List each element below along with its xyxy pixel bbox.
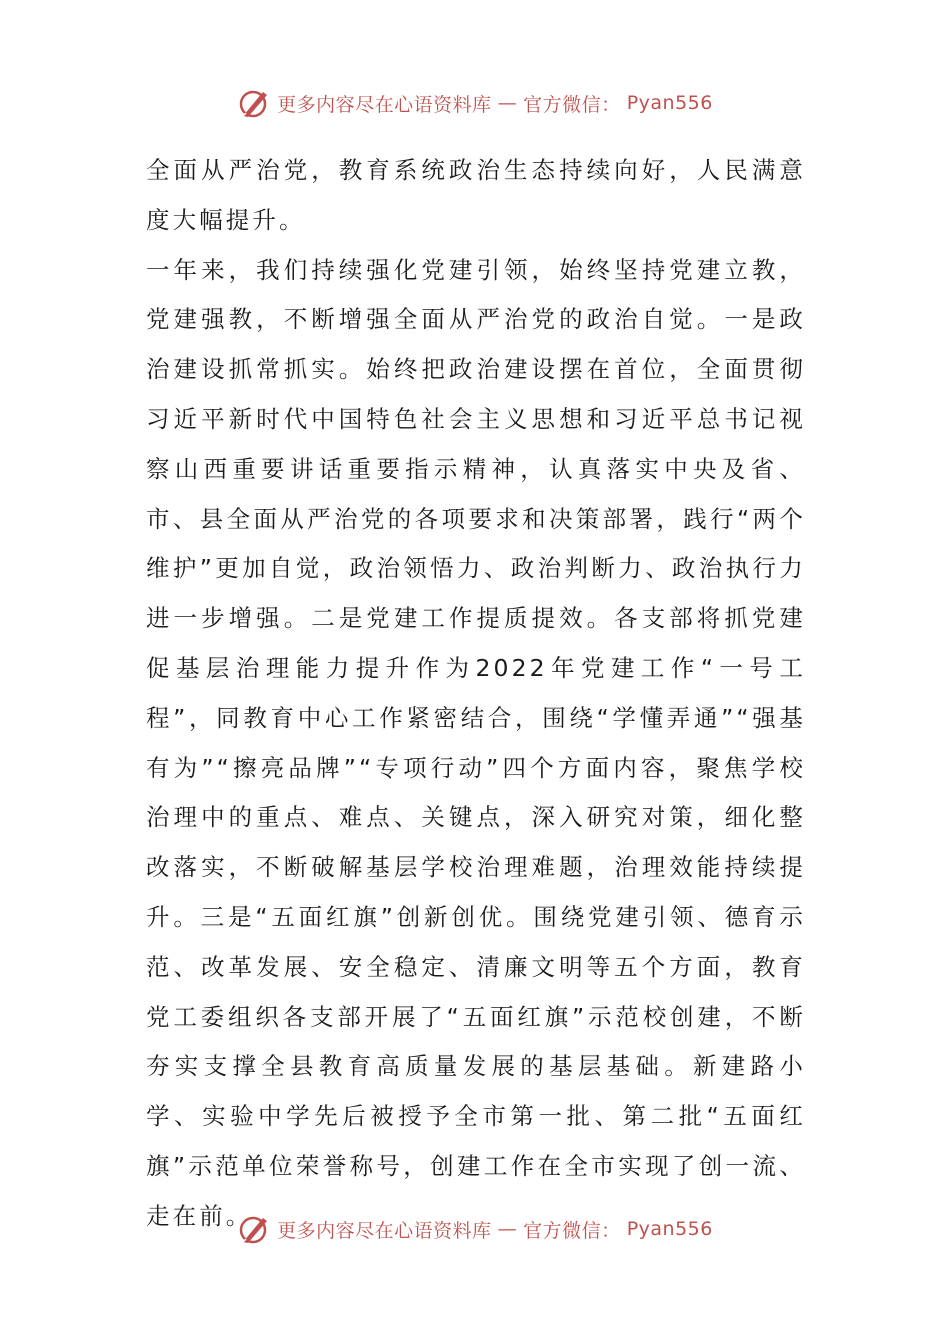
watermark-wechat-label: 官方微信： xyxy=(523,93,621,116)
watermark-wechat-id: Pyan556 xyxy=(626,1218,713,1240)
watermark-separator: — xyxy=(497,1218,518,1240)
pen-logo-icon xyxy=(237,1212,271,1246)
pen-logo-icon xyxy=(237,86,271,120)
watermark-wechat-label: 官方微信： xyxy=(523,1219,621,1242)
document-body xyxy=(146,146,806,1242)
header-watermark xyxy=(0,86,950,120)
paragraph-main: 一年来，我们持续强化党建引领，始终坚持党建立教，党建强教，不断增强全面从严治党的政治自觉。一是政治建设抓常抓实。始终把政治建设摆在首位，全面贯彻习近平新时代中国特色社会主义思想和习近平总书记视察山西重要讲话重要指示精神，认真落实中央及省、市、县全面从严治党的各项要求和决策部署，践行“两个维护”更加自觉，政治领悟力、政治判断力、政治执行力进一步增强。二是党建工作提质提效。各支部将抓党建促基层治理能力提升作为2022年党建工作“一号工程”，同教育中心工作紧密结合，围绕“学懂弄通”“强基有为”“擦亮品牌”“专项行动”四个方面内容，聚焦学校治理中的重点、难点、关键点，深入研究对策，细化整改落实，不断破解基层学校治理难题，治理效能持续提升。三是“五面红旗”创新创优。围绕党建引领、德育示范、改革发展、安全稳定、清廉文明等五个方面，教育党工委组织各支部开展了“五面红旗”示范校创建，不断夯实支撑全县教育高质量发展的基层基础。新建路小学、实验中学先后被授予全市第一批、第二批“五面红旗”示范单位荣誉称号，创建工作在全市实现了创一流、走在前。 xyxy=(146,255,806,1230)
footer-watermark xyxy=(0,1212,950,1246)
watermark-text: 更多内容尽在心语资料库 xyxy=(277,1219,492,1242)
paragraph-intro: 全面从严治党，教育系统政治生态持续向好，人民满意度大幅提升。 xyxy=(146,156,806,234)
watermark-separator: — xyxy=(497,92,518,114)
watermark-text: 更多内容尽在心语资料库 xyxy=(277,93,492,116)
watermark-wechat-id: Pyan556 xyxy=(626,92,713,114)
